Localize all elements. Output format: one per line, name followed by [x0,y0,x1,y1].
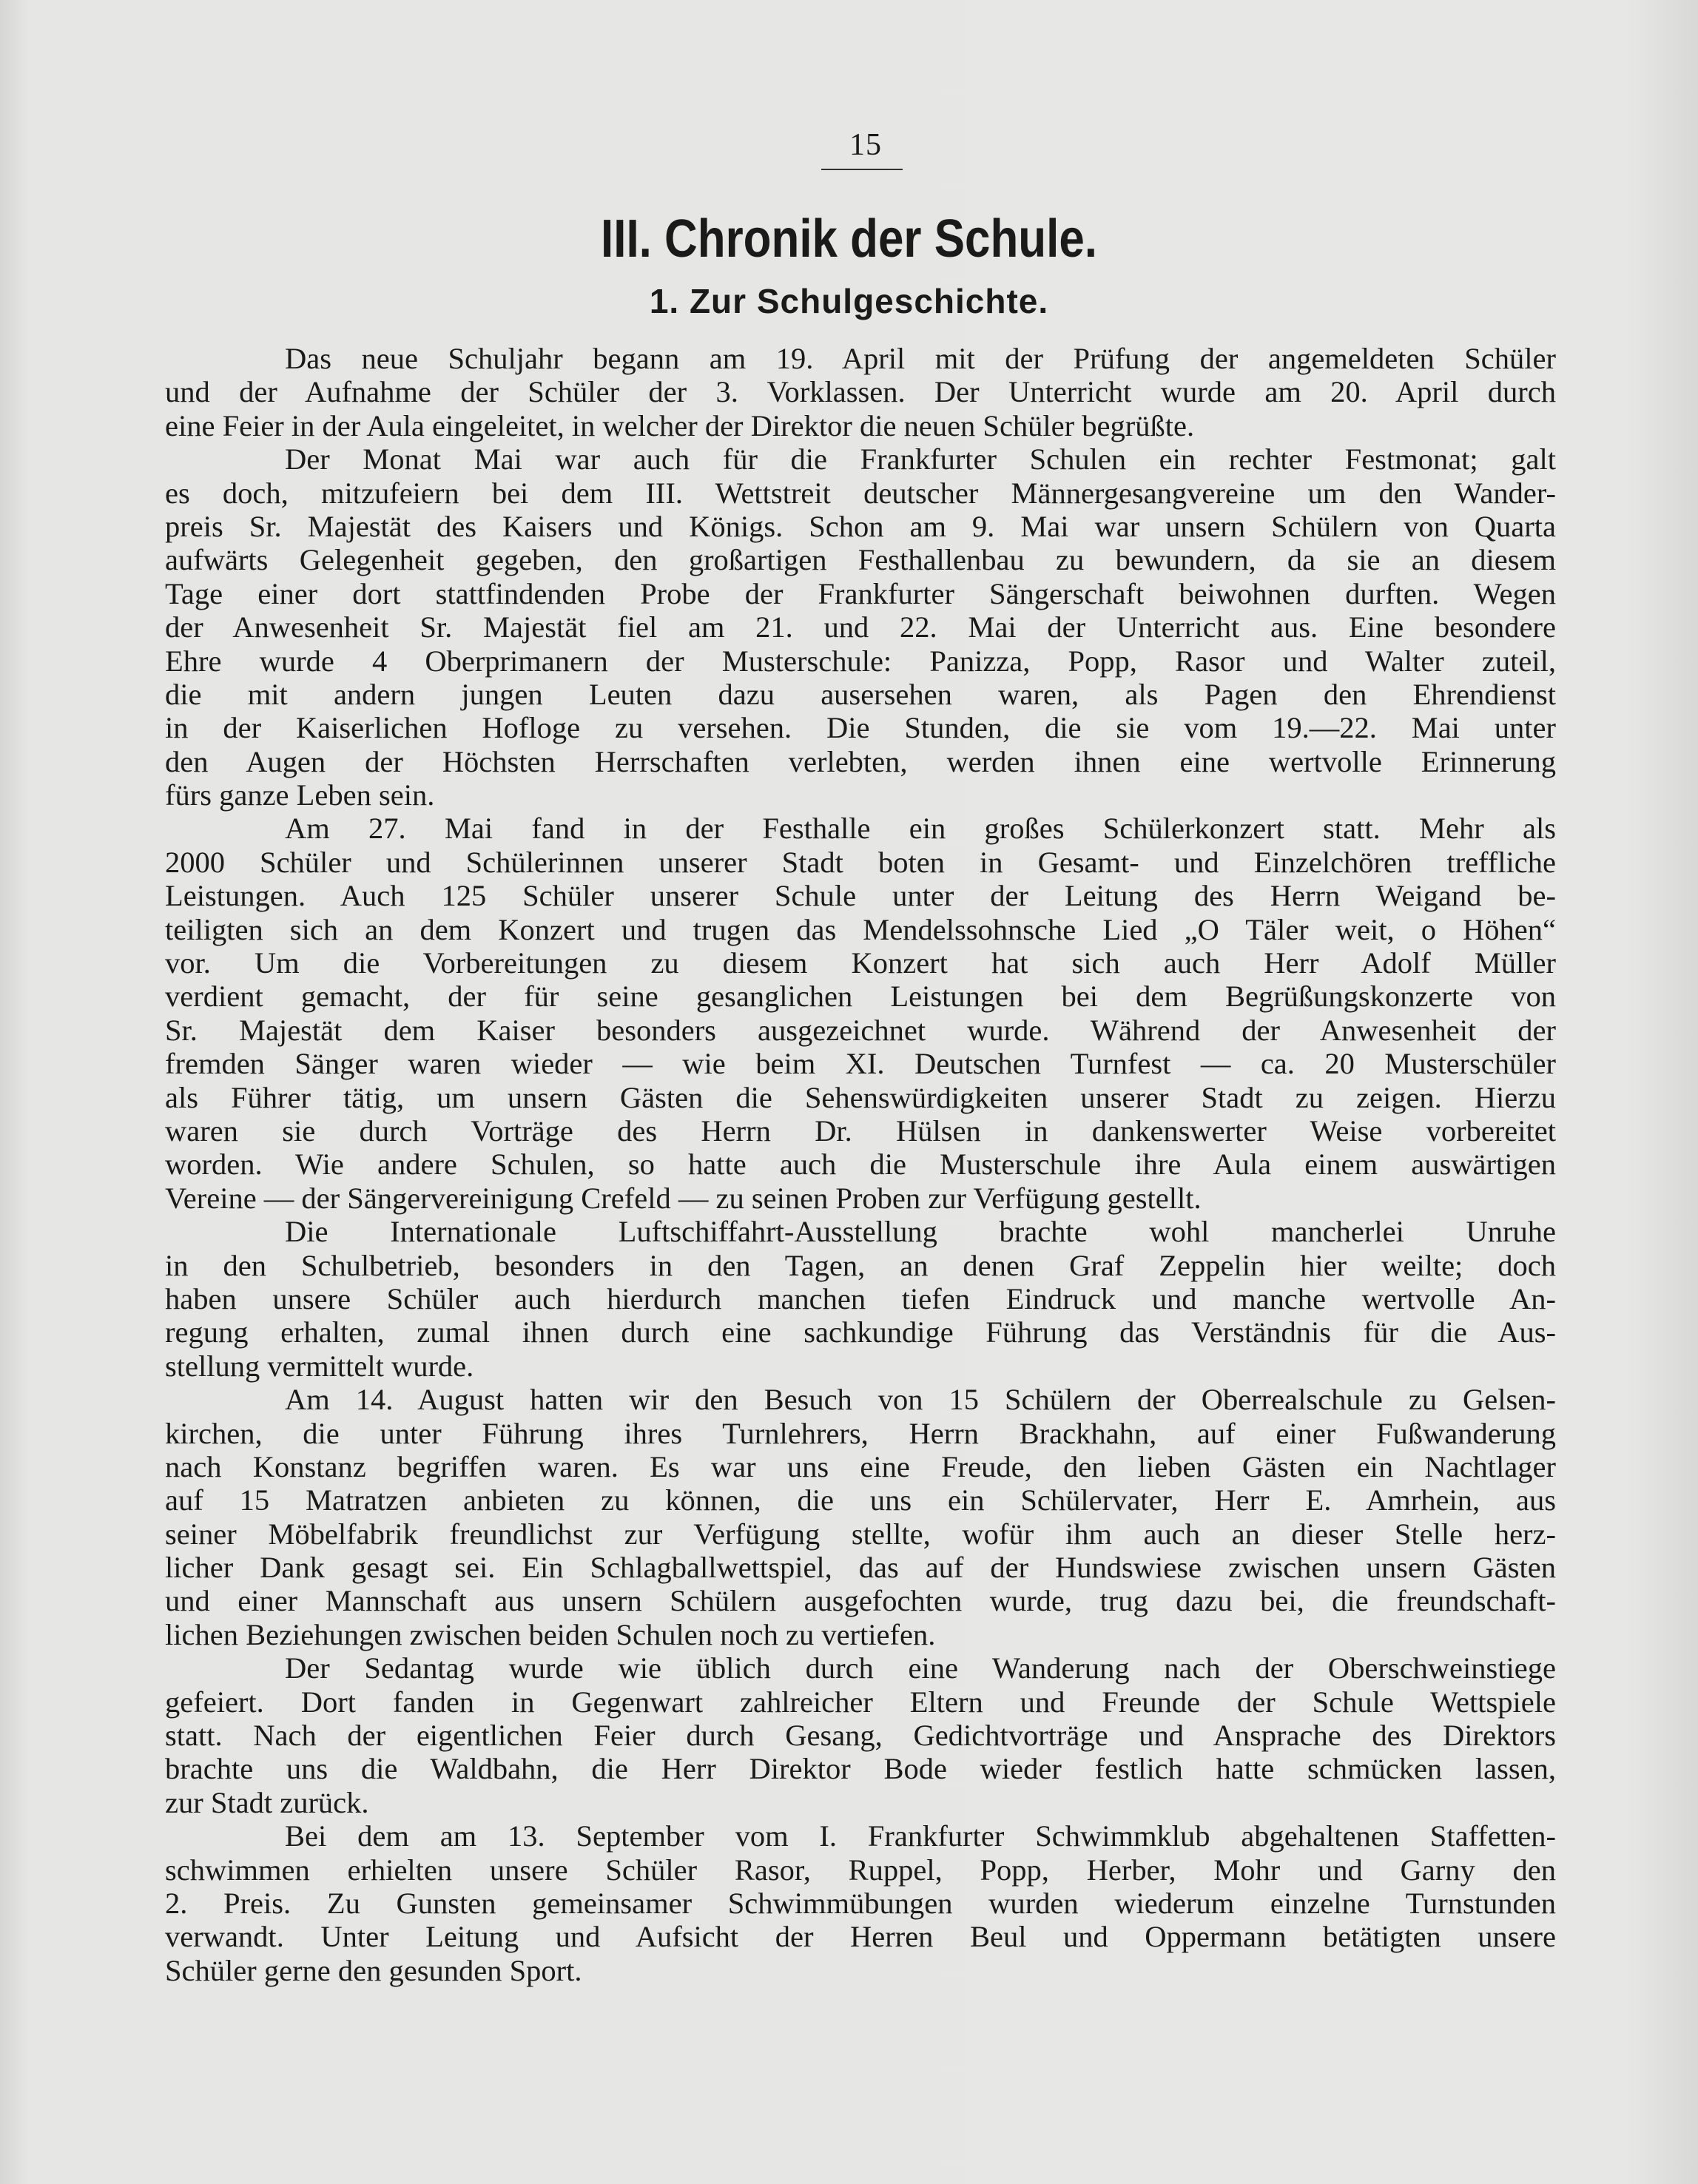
text-line: und der Aufnahme der Schüler der 3. Vorklassen. Der Unterricht wurde am 20. April durch [165,375,1556,409]
text-line: Das neue Schuljahr begann am 19. April mit der Prüfung der angemeldeten Schüler [285,342,1556,375]
text-line: auf 15 Matratzen anbieten zu können, die uns ein Schülervater, Herr E. Amrhein, aus [165,1483,1556,1517]
text-line: 2000 Schüler und Schülerinnen unserer Stadt boten in Gesamt- und Einzelchören treffliche [165,845,1556,879]
text-line: worden. Wie andere Schulen, so hatte auch die Musterschule ihre Aula einem auswärtigen [165,1147,1556,1182]
text-line: Bei dem am 13. September vom I. Frankfurter Schwimmklub abgehaltenen Staffetten- [285,1819,1556,1853]
text-line: Ehre wurde 4 Oberprimanern der Musterschule: Panizza, Popp, Rasor und Walter zuteil, [165,644,1556,678]
section-title: 1. Zur Schulgeschichte. [649,282,1049,320]
text-line: nach Konstanz begriffen waren. Es war uns eine Freude, den lieben Gästen ein Nachtlager [165,1449,1556,1483]
text-line: fremden Sänger waren wieder — wie beim XI. Deutschen Turnfest — ca. 20 Musterschüler [165,1047,1556,1081]
text-line: preis Sr. Majestät des Kaisers und Königs. Schon am 9. Mai war unsern Schülern von Quarta [165,509,1556,543]
text-line: es doch, mitzufeiern bei dem III. Wettstreit deutscher Männergesangvereine um den Wander- [165,476,1556,510]
text-line: Die Internationale Luftschiffahrt-Ausstellung brachte wohl mancherlei Unruhe [285,1215,1556,1249]
text-line: regung erhalten, zumal ihnen durch eine sachkundige Führung das Verständnis für die Aus- [165,1315,1556,1349]
text-line: eine Feier in der Aula eingeleitet, in welcher der Direktor die neuen Schüler begrüßte. [165,408,1195,442]
text-line: als Führer tätig, um unsern Gästen die Sehenswürdigkeiten unserer Stadt zu zeigen. Hierzu [165,1080,1556,1114]
text-line: schwimmen erhielten unsere Schüler Rasor, Ruppel, Popp, Herber, Mohr und Garny den [165,1853,1556,1887]
text-line: licher Dank gesagt sei. Ein Schlagballwettspiel, das auf der Hundswiese zwischen unsern Gästen [165,1551,1556,1585]
text-line: seiner Möbelfabrik freundlichst zur Verfügung stellte, wofür ihm auch an dieser Stelle herz- [165,1517,1556,1551]
text-line: Vereine — der Sängervereinigung Crefeld — zu seinen Proben zur Verfügung gestellt. [165,1181,1202,1215]
text-line: die mit andern jungen Leuten dazu ausersehen waren, als Pagen den Ehrendienst [165,677,1556,711]
text-line: Der Sedantag wurde wie üblich durch eine Wanderung nach der Oberschweinstiege [285,1651,1556,1685]
text-line: aufwärts Gelegenheit gegeben, den großartigen Festhallenbau zu bewundern, da sie an diesem [165,543,1556,577]
text-line: 2. Preis. Zu Gunsten gemeinsamer Schwimmübungen wurden wiederum einzelne Turnstunden [165,1886,1556,1920]
text-line: verwandt. Unter Leitung und Aufsicht der Herren Beul und Oppermann betätigten unsere [165,1920,1556,1954]
text-line: zur Stadt zurück. [165,1785,369,1819]
text-line: Am 14. August hatten wir den Besuch von 15 Schülern der Oberrealschule zu Gelsen- [285,1383,1556,1417]
text-line: stellung vermittelt wurde. [165,1349,474,1383]
chapter-title: III. Chronik der Schule. [601,209,1097,269]
text-line: brachte uns die Waldbahn, die Herr Direktor Bode wieder festlich hatte schmücken lassen, [165,1752,1556,1786]
text-line: und einer Mannschaft aus unsern Schülern ausgefochten wurde, trug dazu bei, die freundschaft- [165,1584,1556,1618]
text-line: Am 27. Mai fand in der Festhalle ein großes Schülerkonzert statt. Mehr als [285,812,1556,846]
text-line: Leistungen. Auch 125 Schüler unserer Schule unter der Leitung des Herrn Weigand be- [165,879,1556,913]
text-line: verdient gemacht, der für seine gesanglichen Leistungen bei dem Begrüßungskonzerte von [165,980,1556,1014]
text-line: Tage einer dort stattfindenden Probe der Frankfurter Sängerschaft beiwohnen durften. Wegen [165,576,1556,610]
text-line: gefeiert. Dort fanden in Gegenwart zahlreicher Eltern und Freunde der Schule Wettspiele [165,1685,1556,1719]
text-line: fürs ganze Leben sein. [165,778,435,812]
text-line: den Augen der Höchsten Herrschaften verlebten, werden ihnen eine wertvolle Erinnerung [165,744,1556,778]
page-number: 15 [849,128,882,162]
text-line: teiligten sich an dem Konzert und trugen das Mendelssohnsche Lied „O Täler weit, o Höhen“ [165,912,1556,946]
text-line: waren sie durch Vorträge des Herrn Dr. Hülsen in dankenswerter Weise vorbereitet [165,1113,1556,1147]
page-number-rule [821,169,903,170]
text-line: der Anwesenheit Sr. Majestät fiel am 21. und 22. Mai der Unterricht aus. Eine besondere [165,610,1556,644]
text-line: Schüler gerne den gesunden Sport. [165,1953,582,1987]
text-line: statt. Nach der eigentlichen Feier durch Gesang, Gedichtvorträge und Ansprache des Direktors [165,1719,1556,1753]
text-line: in der Kaiserlichen Hofloge zu versehen. Die Stunden, die sie vom 19.—22. Mai unter [165,711,1556,745]
text-line: lichen Beziehungen zwischen beiden Schulen noch zu vertiefen. [165,1617,936,1651]
text-line: haben unsere Schüler auch hierdurch manchen tiefen Eindruck und manche wertvolle An- [165,1281,1556,1315]
text-line: in den Schulbetrieb, besonders in den Tagen, an denen Graf Zeppelin hier weilte; doch [165,1248,1556,1282]
text-line: vor. Um die Vorbereitungen zu diesem Konzert hat sich auch Herr Adolf Müller [165,946,1556,980]
text-line: Der Monat Mai war auch für die Frankfurter Schulen ein rechter Festmonat; galt [285,442,1556,476]
text-line: Sr. Majestät dem Kaiser besonders ausgezeichnet wurde. Während der Anwesenheit der [165,1013,1556,1047]
body-text [165,342,1556,1987]
text-line: kirchen, die unter Führung ihres Turnlehrers, Herrn Brackhahn, auf einer Fußwanderung [165,1416,1556,1450]
